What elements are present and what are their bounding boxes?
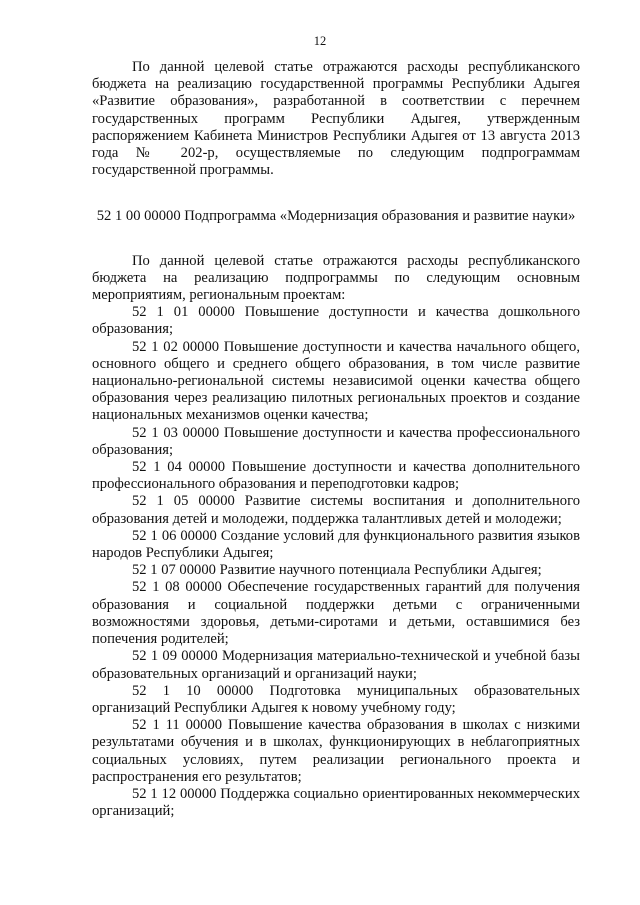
list-item: 52 1 07 00000 Развитие научного потенциала Республики Адыгея; (132, 562, 542, 579)
subprogram-heading: 52 1 00 00000 Подпрограмма «Модернизация образования и развитие науки» (96, 208, 576, 225)
list-item: 52 1 02 00000 Повышение доступности и качества начального общего, основного общего и среднего общего образования, в том числе развитие национально-региональной системы независимой оценки качества общего образования через реализацию пилотных региональных проектов и создание национальных механизмов оценки качества; (92, 338, 580, 424)
list-item: 52 1 04 00000 Повышение доступности и качества дополнительного профессионального образования и переподготовки кадров; (92, 459, 580, 493)
list-item: 52 1 11 00000 Повышение качества образования в школах с низкими результатами обучения и в школах, функционирующих в неблагоприятных социальных условиях, путем реализации регионального проекта и распространения его результатов; (92, 717, 580, 785)
list-item: 52 1 08 00000 Обеспечение государственных гарантий для получения образования и социальной поддержки детьми с ограниченными возможностями здоровья, детьми-сиротами и детьми, оставшимися без попечения родителей; (92, 579, 580, 648)
list-item: 52 1 10 00000 Подготовка муниципальных образовательных организаций Республики Адыгея к новому учебному году; (92, 682, 580, 716)
list-item: 52 1 09 00000 Модернизация материально-технической и учебной базы образовательных организаций и организаций науки; (92, 648, 580, 682)
page-number: 12 (313, 34, 327, 48)
list-item: 52 1 01 00000 Повышение доступности и качества дошкольного образования; (92, 304, 580, 338)
list-item: 52 1 12 00000 Поддержка социально ориентированных некоммерческих организаций; (92, 785, 580, 820)
list-item: 52 1 06 00000 Создание условий для функционального развития языков народов Республики Адыгея; (92, 527, 580, 562)
list-item: 52 1 03 00000 Повышение доступности и качества профессионального образования; (92, 424, 580, 458)
lead-paragraph: По данной целевой статье отражаются расходы республиканского бюджета на реализацию подпрограммы по следующим основным мероприятиям, региональным проектам: (92, 252, 580, 304)
document-body (92, 59, 580, 820)
intro-paragraph: По данной целевой статье отражаются расходы республиканского бюджета на реализацию государственной программы Республики Адыгея «Развитие образования», разработанной в соответствии с перечнем государственных программ Республики Адыгея, утвержденным распоряжением Кабинета Министров Республики Адыгея от 13 августа 2013 года № 202-р, осуществляемые по следующим подпрограммам государственной программы. (92, 59, 580, 179)
list-item: 52 1 05 00000 Развитие системы воспитания и дополнительного образования детей и молодежи, поддержка талантливых детей и молодежи; (92, 493, 580, 527)
